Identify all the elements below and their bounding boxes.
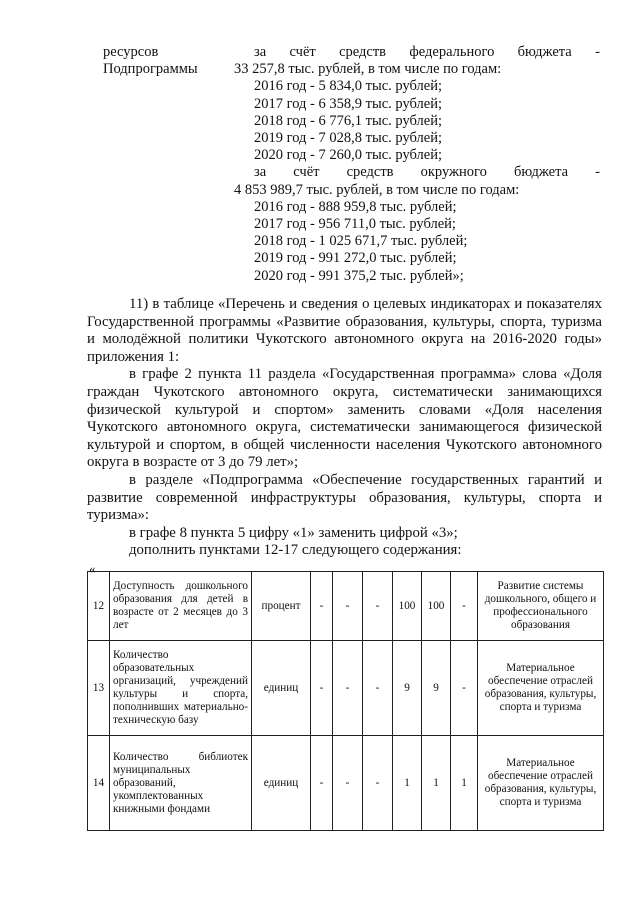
district-year: 2017 год - 956 711,0 тыс. рублей; [254, 216, 456, 233]
paragraph: в графе 2 пункта 11 раздела «Государственная программа» слова «Доля граждан Чукотского автономного округа, систематически занимающихся физической культурой и спортом» заменить словами «Доля населения Чукотского автономного округа, систематически занимающегося физической культурой и спортом, в общей численности населения Чукотского автономного округа в возрасте от 3 до 79 лет»; [87, 366, 602, 471]
value-cell: - [311, 736, 333, 831]
value-cell: - [363, 736, 393, 831]
subprogram-name: Развитие системы дошкольного, общего и профессионального образования [478, 572, 604, 641]
federal-year: 2018 год - 6 776,1 тыс. рублей; [254, 112, 442, 129]
table-row [88, 572, 604, 641]
row-number: 13 [88, 641, 110, 736]
subprogram-name: Материальное обеспечение отраслей образования, культуры, спорта и туризма [478, 641, 604, 736]
word: бюджета [517, 44, 572, 60]
word: окружного [420, 164, 487, 181]
federal-heading [234, 44, 600, 61]
district-year: 2019 год - 991 272,0 тыс. рублей; [254, 250, 457, 267]
value-cell: - [333, 736, 363, 831]
value-cell: 1 [422, 736, 451, 831]
word: за [254, 44, 267, 60]
federal-year: 2017 год - 6 358,9 тыс. рублей; [254, 95, 442, 112]
unit: единиц [252, 736, 311, 831]
value-cell: 100 [422, 572, 451, 641]
subprogram-name: Материальное обеспечение отраслей образования, культуры, спорта и туризма [478, 736, 604, 831]
word: счёт [293, 164, 320, 181]
district-year: 2020 год - 991 375,2 тыс. рублей»; [254, 267, 464, 284]
federal-year: 2020 год - 7 260,0 тыс. рублей; [254, 147, 442, 164]
value-cell: - [451, 641, 478, 736]
row-number: 12 [88, 572, 110, 641]
value-cell: 1 [393, 736, 422, 831]
paragraph: в графе 8 пункта 5 цифру «1» заменить цифрой «3»; [129, 524, 458, 541]
indicators-table [87, 571, 604, 831]
value-cell: 1 [451, 736, 478, 831]
value-cell: - [451, 572, 478, 641]
indicator-name: Доступность дошкольного образования для детей в возрасте от 2 месяцев до 3 лет [110, 572, 252, 641]
value-cell: - [311, 572, 333, 641]
unit: единиц [252, 641, 311, 736]
row-number: 14 [88, 736, 110, 831]
value-cell: - [333, 641, 363, 736]
table-row [88, 736, 604, 831]
indicator-name: Количество библиотек муниципальных образований, укомплектованных книжными фондами [110, 736, 252, 831]
district-heading [234, 164, 600, 181]
word: средств [339, 44, 387, 60]
word: - [595, 44, 600, 60]
unit: процент [252, 572, 311, 641]
resources-label-line: ресурсов [103, 44, 159, 60]
word: счёт [289, 44, 316, 60]
federal-year: 2019 год - 7 028,8 тыс. рублей; [254, 130, 442, 147]
opening-quote: « [89, 561, 96, 576]
word: за [254, 164, 267, 181]
resources-values [234, 44, 600, 285]
paragraph: 11) в таблице «Перечень и сведения о целевых индикаторах и показателях Государственной программы «Развитие образования, культуры, спорта, туризма и молодёжной политики Чукотского автономного округа на 2016-2020 годы» приложения 1: [87, 296, 602, 365]
indicator-name: Количество образовательных организаций, учреждений культуры и спорта, пополнивших материально-техническую базу [110, 641, 252, 736]
resources-label-line: Подпрограммы [103, 61, 198, 77]
value-cell: - [363, 641, 393, 736]
word: - [595, 164, 600, 181]
value-cell: - [363, 572, 393, 641]
amendment-text [87, 296, 602, 560]
paragraph: в разделе «Подпрограмма «Обеспечение государственных гарантий и развитие современной инфраструктуры образования, культуры, спорта и туризма»: [87, 471, 602, 524]
table-row [88, 641, 604, 736]
district-total: 4 853 989,7 тыс. рублей, в том числе по годам: [234, 181, 520, 198]
word: федерального [409, 44, 495, 60]
value-cell: 9 [393, 641, 422, 736]
federal-total: 33 257,8 тыс. рублей, в том числе по годам: [234, 61, 502, 78]
paragraph: дополнить пунктами 12-17 следующего содержания: [129, 542, 462, 559]
resources-label [103, 44, 198, 78]
value-cell: - [311, 641, 333, 736]
federal-year: 2016 год - 5 834,0 тыс. рублей; [254, 78, 442, 95]
district-year: 2016 год - 888 959,8 тыс. рублей; [254, 198, 457, 215]
district-year: 2018 год - 1 025 671,7 тыс. рублей; [254, 233, 468, 250]
value-cell: 100 [393, 572, 422, 641]
value-cell: - [333, 572, 363, 641]
word: бюджета [513, 164, 569, 181]
value-cell: 9 [422, 641, 451, 736]
word: средств [346, 164, 394, 181]
